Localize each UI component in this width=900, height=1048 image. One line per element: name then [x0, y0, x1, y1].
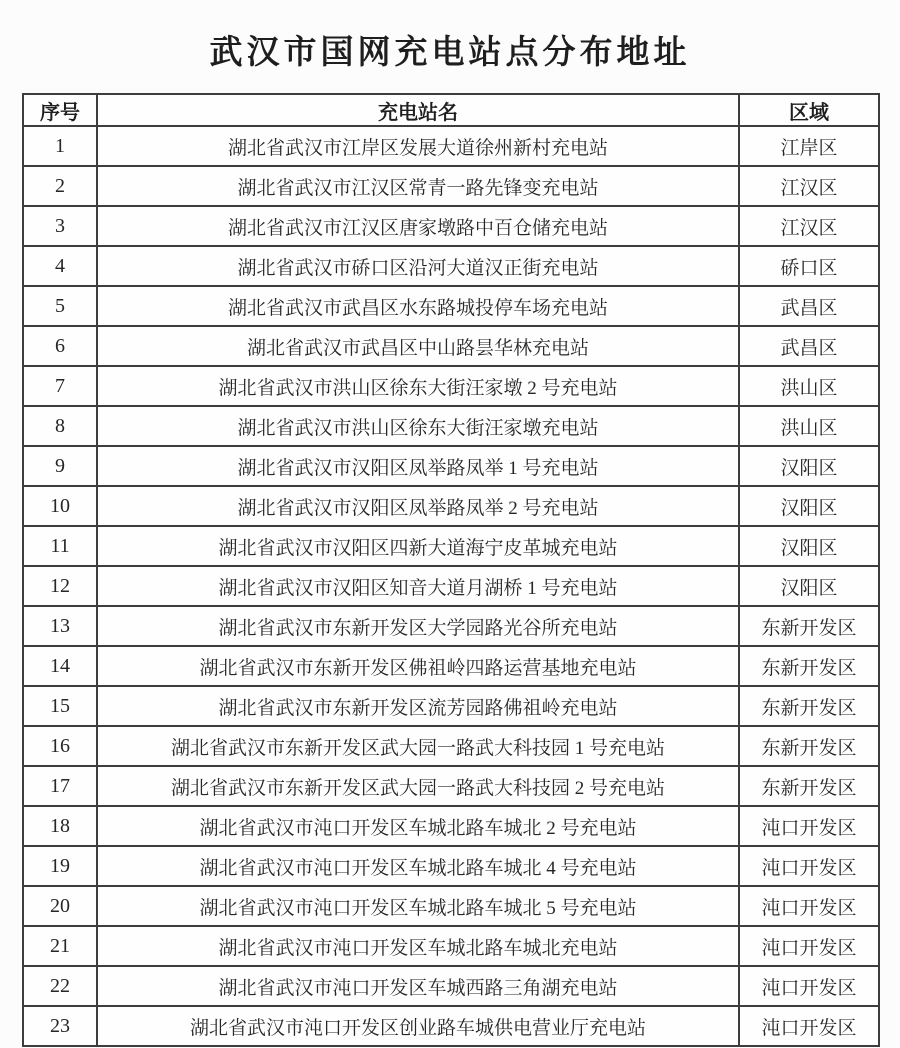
table-row [23, 726, 879, 766]
station-name-cell: 湖北省武汉市沌口开发区车城北路车城北 5 号充电站 [97, 886, 739, 926]
row-index-cell: 16 [23, 726, 97, 766]
row-index-cell: 21 [23, 926, 97, 966]
row-index-cell: 5 [23, 286, 97, 326]
row-index-cell: 23 [23, 1006, 97, 1046]
station-region-cell: 沌口开发区 [739, 846, 879, 886]
station-name-cell: 湖北省武汉市东新开发区流芳园路佛祖岭充电站 [97, 686, 739, 726]
header-region: 区域 [739, 94, 879, 126]
row-index-cell: 18 [23, 806, 97, 846]
table-row [23, 446, 879, 486]
station-region-cell: 武昌区 [739, 326, 879, 366]
station-name-cell: 湖北省武汉市东新开发区佛祖岭四路运营基地充电站 [97, 646, 739, 686]
table-row [23, 406, 879, 446]
station-region-cell: 硚口区 [739, 246, 879, 286]
table-row [23, 606, 879, 646]
table-row [23, 566, 879, 606]
table-body [23, 126, 879, 1046]
table-row [23, 766, 879, 806]
row-index-cell: 1 [23, 126, 97, 166]
station-region-cell: 沌口开发区 [739, 886, 879, 926]
row-index-cell: 3 [23, 206, 97, 246]
station-region-cell: 沌口开发区 [739, 806, 879, 846]
station-region-cell: 东新开发区 [739, 606, 879, 646]
station-name-cell: 湖北省武汉市武昌区水东路城投停车场充电站 [97, 286, 739, 326]
header-row [23, 94, 879, 126]
station-name-cell: 湖北省武汉市东新开发区武大园一路武大科技园 2 号充电站 [97, 766, 739, 806]
table-row [23, 1006, 879, 1046]
row-index-cell: 10 [23, 486, 97, 526]
station-region-cell: 汉阳区 [739, 446, 879, 486]
station-name-cell: 湖北省武汉市东新开发区武大园一路武大科技园 1 号充电站 [97, 726, 739, 766]
row-index-cell: 14 [23, 646, 97, 686]
table-row [23, 206, 879, 246]
station-name-cell: 湖北省武汉市江汉区常青一路先锋变充电站 [97, 166, 739, 206]
station-name-cell: 湖北省武汉市沌口开发区车城北路车城北 4 号充电站 [97, 846, 739, 886]
row-index-cell: 4 [23, 246, 97, 286]
row-index-cell: 7 [23, 366, 97, 406]
row-index-cell: 6 [23, 326, 97, 366]
station-name-cell: 湖北省武汉市武昌区中山路昙华林充电站 [97, 326, 739, 366]
row-index-cell: 20 [23, 886, 97, 926]
table-row [23, 326, 879, 366]
table-row [23, 966, 879, 1006]
table-row [23, 246, 879, 286]
table-row [23, 846, 879, 886]
page-title: 武汉市国网充电站点分布地址 [209, 35, 691, 71]
station-region-cell: 沌口开发区 [739, 966, 879, 1006]
station-region-cell: 江汉区 [739, 206, 879, 246]
station-region-cell: 沌口开发区 [739, 926, 879, 966]
table-row [23, 646, 879, 686]
station-name-cell: 湖北省武汉市江汉区唐家墩路中百仓储充电站 [97, 206, 739, 246]
station-name-cell: 湖北省武汉市东新开发区大学园路光谷所充电站 [97, 606, 739, 646]
station-name-cell: 湖北省武汉市硚口区沿河大道汉正街充电站 [97, 246, 739, 286]
table-row [23, 686, 879, 726]
station-name-cell: 湖北省武汉市江岸区发展大道徐州新村充电站 [97, 126, 739, 166]
table-row [23, 806, 879, 846]
station-region-cell: 汉阳区 [739, 566, 879, 606]
station-region-cell: 汉阳区 [739, 526, 879, 566]
row-index-cell: 17 [23, 766, 97, 806]
station-region-cell: 东新开发区 [739, 726, 879, 766]
table-row [23, 366, 879, 406]
station-region-cell: 江岸区 [739, 126, 879, 166]
table-row [23, 526, 879, 566]
station-region-cell: 武昌区 [739, 286, 879, 326]
station-name-cell: 湖北省武汉市汉阳区凤举路凤举 1 号充电站 [97, 446, 739, 486]
station-name-cell: 湖北省武汉市洪山区徐东大街汪家墩充电站 [97, 406, 739, 446]
row-index-cell: 19 [23, 846, 97, 886]
row-index-cell: 8 [23, 406, 97, 446]
table-row [23, 126, 879, 166]
table-row [23, 286, 879, 326]
station-name-cell: 湖北省武汉市汉阳区知音大道月湖桥 1 号充电站 [97, 566, 739, 606]
row-index-cell: 9 [23, 446, 97, 486]
header-name: 充电站名 [97, 94, 739, 126]
station-region-cell: 东新开发区 [739, 646, 879, 686]
station-name-cell: 湖北省武汉市沌口开发区车城北路车城北充电站 [97, 926, 739, 966]
row-index-cell: 11 [23, 526, 97, 566]
station-region-cell: 汉阳区 [739, 486, 879, 526]
table-row [23, 886, 879, 926]
station-name-cell: 湖北省武汉市沌口开发区车城北路车城北 2 号充电站 [97, 806, 739, 846]
station-region-cell: 东新开发区 [739, 766, 879, 806]
row-index-cell: 12 [23, 566, 97, 606]
stations-table [22, 93, 880, 1047]
station-region-cell: 东新开发区 [739, 686, 879, 726]
station-name-cell: 湖北省武汉市沌口开发区车城西路三角湖充电站 [97, 966, 739, 1006]
station-region-cell: 洪山区 [739, 406, 879, 446]
header-no: 序号 [23, 94, 97, 126]
row-index-cell: 22 [23, 966, 97, 1006]
row-index-cell: 13 [23, 606, 97, 646]
table-row [23, 486, 879, 526]
row-index-cell: 2 [23, 166, 97, 206]
station-region-cell: 沌口开发区 [739, 1006, 879, 1046]
station-name-cell: 湖北省武汉市汉阳区凤举路凤举 2 号充电站 [97, 486, 739, 526]
table-row [23, 926, 879, 966]
station-name-cell: 湖北省武汉市汉阳区四新大道海宁皮革城充电站 [97, 526, 739, 566]
row-index-cell: 15 [23, 686, 97, 726]
station-name-cell: 湖北省武汉市沌口开发区创业路车城供电营业厅充电站 [97, 1006, 739, 1046]
station-region-cell: 江汉区 [739, 166, 879, 206]
station-region-cell: 洪山区 [739, 366, 879, 406]
station-name-cell: 湖北省武汉市洪山区徐东大街汪家墩 2 号充电站 [97, 366, 739, 406]
table-row [23, 166, 879, 206]
